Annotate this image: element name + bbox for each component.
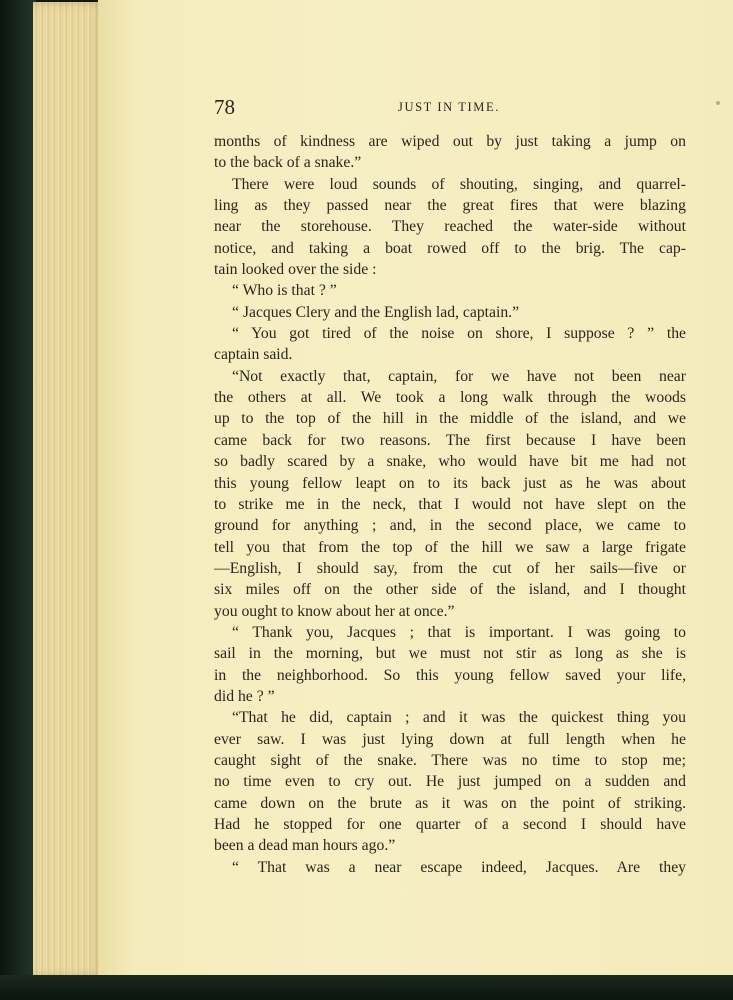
- book-cover-edge: [0, 0, 36, 1000]
- text-line: tell you that from the top of the hill we saw a large frigate: [214, 538, 686, 556]
- text-line: “That he did, captain ; and it was the quickest thing you: [232, 709, 686, 727]
- text-line: “ That was a near escape indeed, Jacques. Are they: [232, 858, 686, 876]
- text-line: this young fellow leapt on to its back just as he was about: [214, 474, 686, 492]
- text-line: near the storehouse. They reached the water-side without: [214, 218, 686, 236]
- page-number: 78: [214, 95, 235, 119]
- page-header: [214, 94, 686, 120]
- text-line: Had he stopped for one quarter of a second I should have: [214, 816, 686, 833]
- text-line: “ Who is that ? ”: [232, 282, 337, 300]
- body-text: [214, 131, 686, 878]
- text-line: to strike me in the neck, that I would not have slept on the: [214, 495, 686, 513]
- text-line: ever saw. I was just lying down at full length when he: [214, 730, 686, 748]
- text-line: came back for two reasons. The first because I have been: [214, 431, 686, 449]
- text-line: came down on the brute as it was on the point of striking.: [214, 794, 686, 812]
- text-line: six miles off on the other side of the island, and I thought: [214, 581, 686, 599]
- scan-background: [0, 975, 733, 1000]
- running-title: JUST IN TIME.: [398, 100, 500, 114]
- text-line: captain said.: [214, 346, 293, 364]
- text-line: “Not exactly that, captain, for we have not been near: [232, 367, 686, 385]
- text-line: in the neighborhood. So this young fellow saved your life,: [214, 666, 686, 684]
- text-line: sail in the morning, but we must not stir as long as she is: [214, 645, 686, 663]
- text-line: —English, I should say, from the cut of her sails—five or: [214, 559, 686, 577]
- text-line: months of kindness are wiped out by just taking a jump on: [214, 133, 686, 150]
- text-line: “ Jacques Clery and the English lad, captain.”: [232, 303, 520, 321]
- text-line: did he ? ”: [214, 687, 275, 705]
- text-line: “ You got tired of the noise on shore, I suppose ? ” the: [232, 325, 686, 343]
- text-line: been a dead man hours ago.”: [214, 837, 396, 855]
- text-line: “ Thank you, Jacques ; that is important. I was going to: [232, 623, 686, 641]
- text-line: you ought to know about her at once.”: [214, 602, 455, 620]
- page-edges: [33, 2, 105, 977]
- text-line: so badly scared by a snake, who would have bit me had not: [214, 453, 686, 471]
- text-line: There were loud sounds of shouting, singing, and quarrel-: [232, 175, 686, 193]
- text-line: notice, and taking a boat rowed off to the brig. The cap-: [214, 239, 686, 257]
- text-line: tain looked over the side :: [214, 261, 377, 279]
- text-line: no time even to cry out. He just jumped on a sudden and: [214, 773, 686, 791]
- text-line: to the back of a snake.”: [214, 154, 362, 172]
- text-line: ground for anything ; and, in the second place, we came to: [214, 517, 686, 535]
- paper-speck: [716, 101, 720, 105]
- text-line: ling as they passed near the great fires that were blazing: [214, 197, 686, 215]
- text-line: up to the top of the hill in the middle of the island, and we: [214, 410, 686, 428]
- text-line: caught sight of the snake. There was no time to stop me;: [214, 751, 686, 769]
- text-line: the others at all. We took a long walk through the woods: [214, 389, 686, 407]
